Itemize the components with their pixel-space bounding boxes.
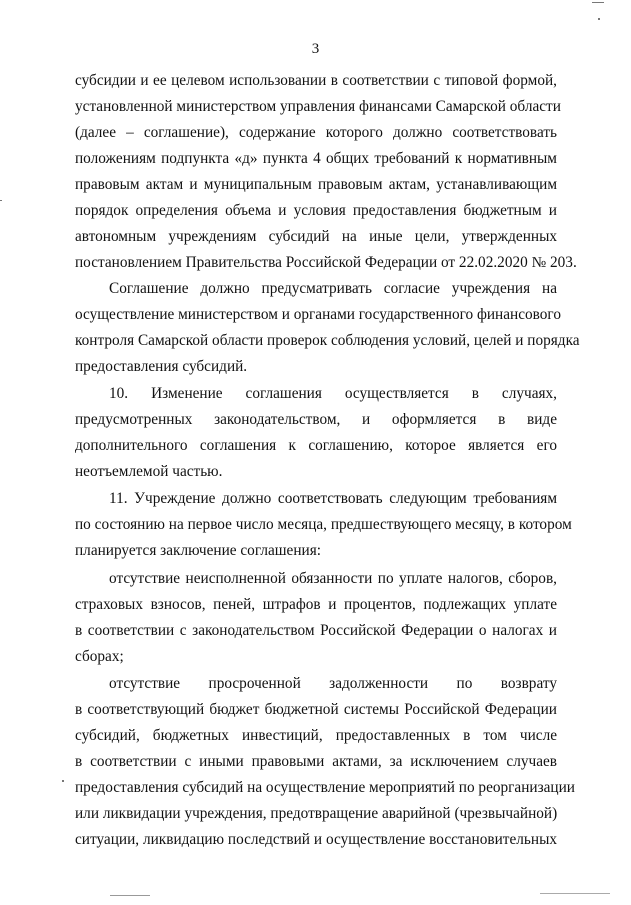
- text-line: страховых взносов, пеней, штрафов и процентов, подлежащих уплате: [75, 596, 557, 613]
- text-line: по состоянию на первое число месяца, предшествующего месяцу, в котором: [75, 516, 572, 533]
- text-line: 11. Учреждение должно соответствовать следующим требованиям: [109, 490, 557, 507]
- text-line: предусмотренных законодательством, и оформляется в виде: [75, 411, 557, 428]
- scan-artifact: [540, 893, 610, 894]
- text-line: порядок определения объема и условия предоставления бюджетным и: [75, 202, 557, 219]
- text-line: в соответствии с законодательством Российской Федерации о налогах и: [75, 622, 557, 639]
- text-line: планируется заключение соглашения:: [75, 542, 321, 559]
- text-line: осуществление министерством и органами государственного финансового: [75, 306, 561, 323]
- text-line: правовым актам и муниципальным правовым актам, устанавливающим: [75, 176, 557, 193]
- scan-artifact: [598, 18, 600, 20]
- text-line: в соответствующий бюджет бюджетной системы Российской Федерации: [75, 701, 557, 718]
- text-line: дополнительного соглашения к соглашению, которое является его: [75, 437, 557, 454]
- text-line: контроля Самарской области проверок соблюдения условий, целей и порядка: [75, 332, 580, 349]
- scan-artifact: [110, 895, 150, 896]
- text-line: автономным учреждениям субсидий на иные цели, утвержденных: [75, 228, 557, 245]
- text-line: (далее – соглашение), содержание которого должно соответствовать: [75, 124, 557, 141]
- text-line: отсутствие просроченной задолженности по возврату: [109, 675, 557, 692]
- text-line: неотъемлемой частью.: [75, 463, 223, 480]
- text-line: положениям подпункта «д» пункта 4 общих требований к нормативным: [75, 150, 557, 167]
- scan-artifact: [592, 2, 604, 3]
- text-line: субсидий, бюджетных инвестиций, предоставленных в том числе: [75, 727, 557, 744]
- text-line: постановлением Правительства Российской Федерации от 22.02.2020 № 203.: [75, 254, 577, 271]
- page-number: 3: [311, 41, 320, 57]
- text-line: сборах;: [75, 648, 124, 665]
- text-line: предоставления субсидий.: [75, 358, 248, 375]
- text-line: отсутствие неисполненной обязанности по уплате налогов, сборов,: [109, 570, 557, 587]
- scan-artifact: [0, 200, 2, 201]
- text-line: Соглашение должно предусматривать согласие учреждения на: [109, 280, 557, 297]
- text-line: ситуации, ликвидацию последствий и осуществление восстановительных: [75, 831, 557, 848]
- scan-artifact: [62, 780, 64, 782]
- text-line: в соответствии с иными правовыми актами, за исключением случаев: [75, 753, 557, 770]
- text-line: установленной министерством управления финансами Самарской области: [75, 98, 561, 115]
- text-line: или ликвидации учреждения, предотвращение аварийной (чрезвычайной): [75, 805, 558, 822]
- text-line: предоставления субсидий на осуществление мероприятий по реорганизации: [75, 779, 575, 796]
- text-line: 10. Изменение соглашения осуществляется в случаях,: [109, 385, 557, 402]
- text-line: субсидии и ее целевом использовании в соответствии с типовой формой,: [75, 72, 557, 89]
